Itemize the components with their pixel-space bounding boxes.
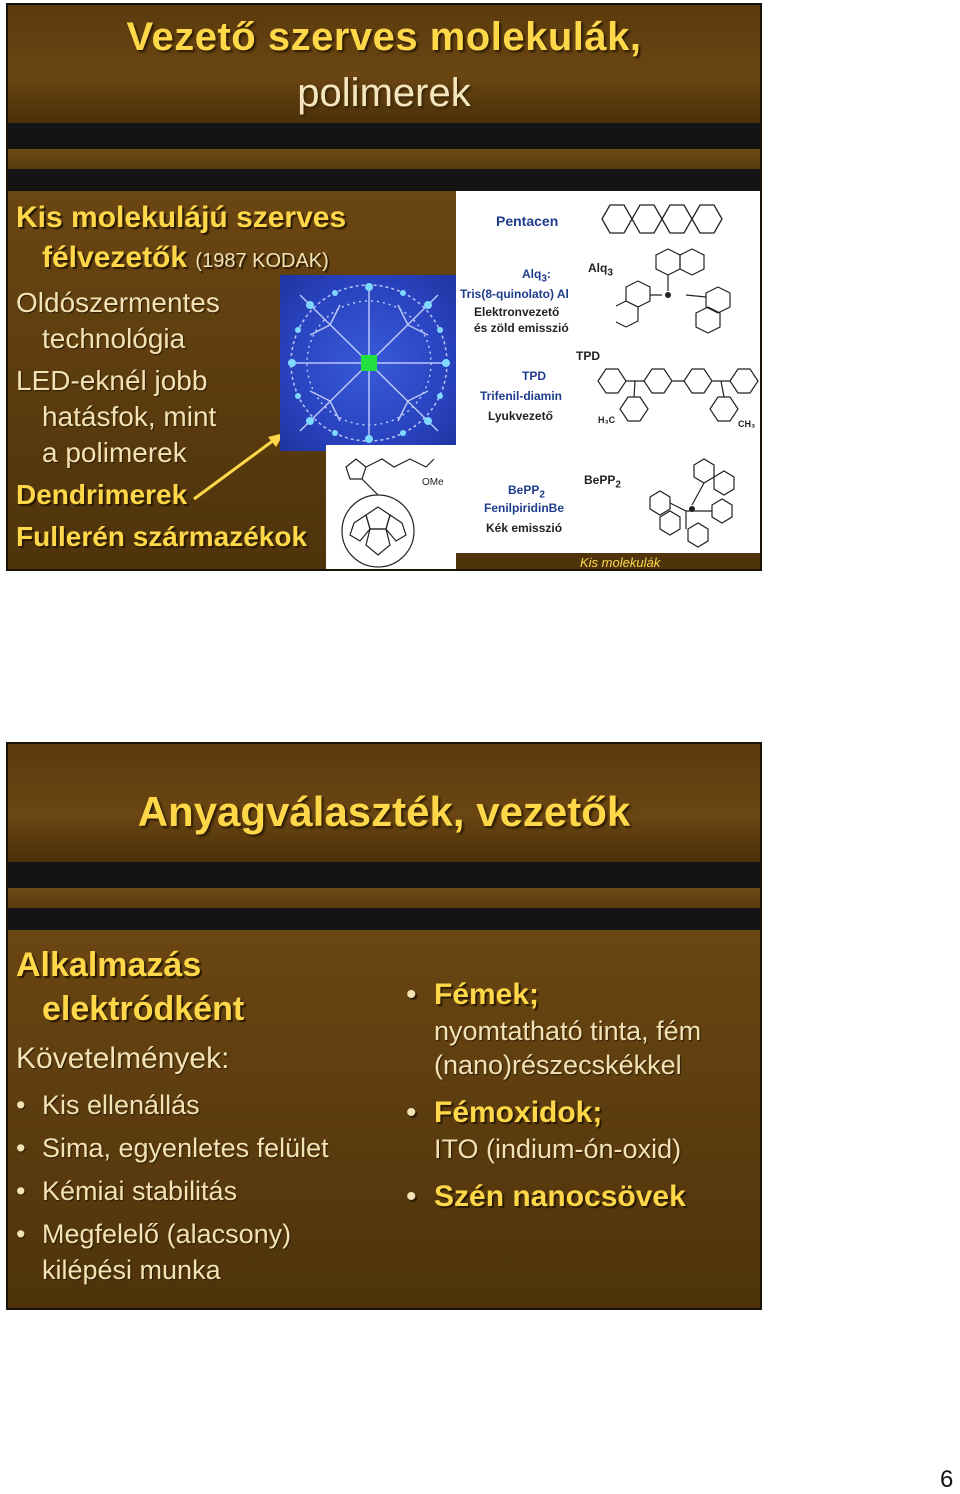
heading-line1: Kis molekulájú szerves <box>16 201 347 234</box>
bullet-icon: • <box>406 1180 417 1213</box>
dendrimer-image <box>280 275 458 451</box>
slide-1-title-line2: polimerek <box>297 71 471 115</box>
pentacene-label: Pentacen <box>496 213 559 229</box>
slide-2-title: Anyagválaszték, vezetők <box>137 788 631 835</box>
alq3-structure-label: Alq$_3$ <box>588 261 613 279</box>
alq3-structure <box>616 247 756 341</box>
alq3-label: Alq$_3$: <box>522 267 551 285</box>
point1-line1: Oldószermentes <box>16 287 220 318</box>
metal-oxides-bullet: • Fémoxidok; <box>406 1096 603 1129</box>
slide-1-title: Vezető szerves molekulák, <box>126 15 642 59</box>
tpd-desc: Lyukvezető <box>488 409 553 423</box>
title-divider-bar-2 <box>8 908 760 930</box>
s2-heading-line2: elektródként <box>42 990 245 1028</box>
title-divider-brown <box>8 888 760 908</box>
dendrimer-arrow <box>188 425 288 505</box>
tpd-structure <box>594 363 762 435</box>
s2-heading-line1: Alkalmazás <box>16 946 202 984</box>
slide-2 <box>6 742 762 1310</box>
bullet-icon: • <box>16 1176 26 1206</box>
molecules-panel <box>456 191 762 553</box>
title-divider-bar <box>8 123 760 149</box>
fullerenes-label: Fullerén származékok <box>16 521 308 552</box>
point2-line3: a polimerek <box>42 437 187 468</box>
alq3-desc1: Elektronvezető <box>474 305 560 319</box>
req-bullet-2: • Sima, egyenletes felület <box>16 1133 329 1163</box>
bepp2-structure-label: BePP$_2$ <box>584 473 621 491</box>
req-bullet-1: • Kis ellenállás <box>16 1090 200 1120</box>
point2-line1: LED-eknél jobb <box>16 365 208 396</box>
fullerene-group-label: OMe <box>422 477 444 488</box>
fullerene-image <box>326 445 456 571</box>
point1-line2: technológia <box>42 323 186 354</box>
req-bullet-3: • Kémiai stabilitás <box>16 1176 238 1206</box>
slide-1 <box>6 3 762 571</box>
tpd-structure-label: TPD <box>576 349 600 363</box>
tpd-h3c: H₃C <box>598 415 616 425</box>
bullet-icon: • <box>16 1090 26 1120</box>
point2-line2: hatásfok, mint <box>42 401 217 432</box>
req-bullet-4: • Megfelelő (alacsony) <box>16 1219 292 1249</box>
tpd-ch3: CH₃ <box>738 419 756 429</box>
bepp2-fullname: FenilpiridinBe <box>484 501 565 515</box>
title-divider-bar-2 <box>8 169 760 191</box>
bepp2-label: BePP$_2$ <box>508 483 545 501</box>
metals-line2: (nano)részecskékkel <box>434 1050 682 1080</box>
metals-bullet: • Fémek; <box>406 978 540 1011</box>
molecules-caption: Kis molekulák <box>580 555 661 570</box>
metals-line1: nyomtatható tinta, fém <box>434 1016 702 1046</box>
requirements-label: Követelmények: <box>16 1042 230 1075</box>
bullet-icon: • <box>16 1133 26 1163</box>
title-divider-bar <box>8 862 760 888</box>
carbon-nanotubes-bullet: • Szén nanocsövek <box>406 1180 686 1213</box>
req-bullet-4-line2: kilépési munka <box>42 1255 221 1285</box>
heading-note: (1987 KODAK) <box>195 250 329 272</box>
alq3-fullname: Tris(8-quinolato) Al <box>460 287 569 301</box>
heading-word: félvezetők <box>42 241 188 274</box>
metal-oxides-line1: ITO (indium-ón-oxid) <box>434 1134 682 1164</box>
bullet-icon: • <box>406 978 417 1011</box>
tpd-label: TPD <box>522 369 546 383</box>
pentacene-structure <box>598 199 728 239</box>
alq3-desc2: és zöld emisszió <box>474 321 569 335</box>
bullet-icon: • <box>16 1219 26 1249</box>
title-divider-brown <box>8 149 760 169</box>
page-number: 6 <box>940 1466 954 1493</box>
dendrimers-label: Dendrimerek <box>16 479 188 510</box>
bepp2-desc: Kék emisszió <box>486 521 563 535</box>
heading-line2 <box>42 241 329 275</box>
bepp2-structure <box>632 457 762 551</box>
tpd-fullname: Trifenil-diamin <box>480 389 563 403</box>
bullet-icon: • <box>406 1096 417 1129</box>
